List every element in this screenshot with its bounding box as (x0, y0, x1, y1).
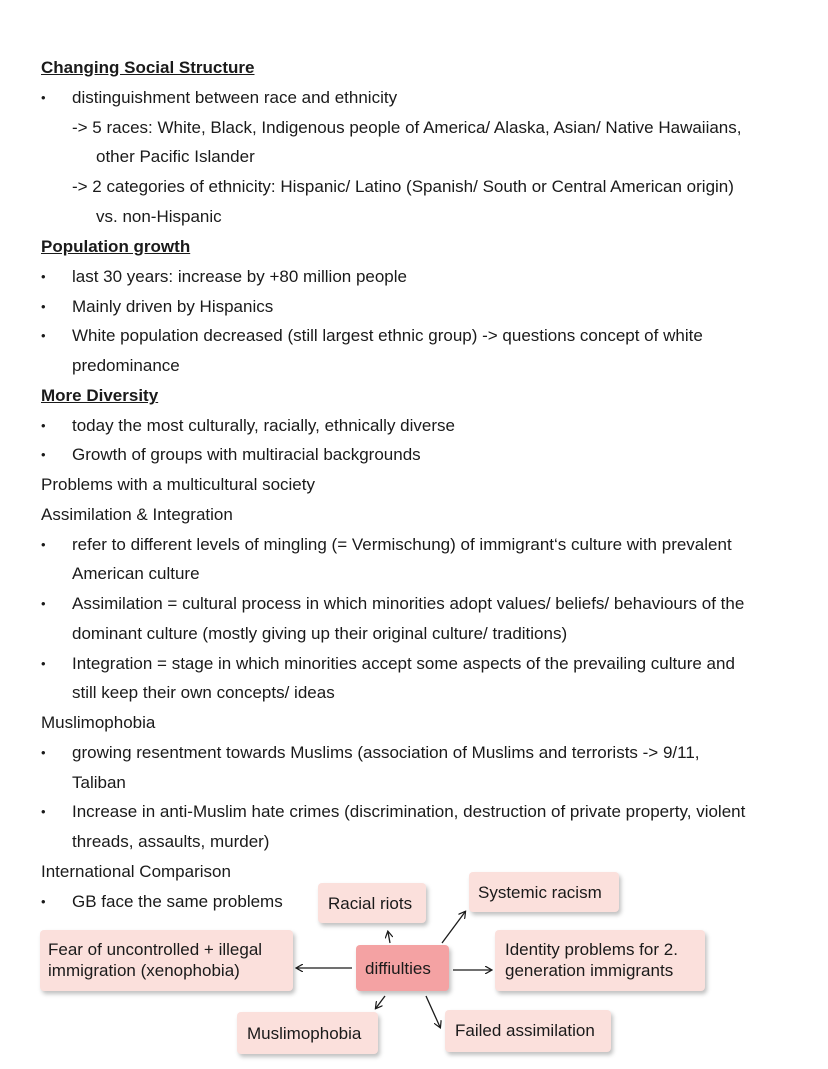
bullet: • (41, 596, 46, 611)
systemic-racism-box (469, 872, 619, 912)
list-item: American culture (72, 564, 200, 583)
heading-social-structure: Changing Social Structure (41, 58, 255, 77)
bullet: • (41, 745, 46, 760)
bullet: • (41, 269, 46, 284)
bullet: • (41, 447, 46, 462)
heading-population-growth: Population growth (41, 237, 191, 256)
list-item: last 30 years: increase by +80 million people (72, 267, 407, 286)
failed-assimilation-label: Failed assimilation (455, 1021, 595, 1040)
list-item: other Pacific Islander (96, 147, 255, 166)
arrow-to-muslimophobia (376, 996, 385, 1008)
list-item: GB face the same problems (72, 892, 283, 911)
identity-label-line2: generation immigrants (505, 961, 674, 980)
difficulties-center-box (356, 945, 449, 991)
fear-label-line2: immigration (xenophobia) (48, 961, 240, 980)
list-item: Integration = stage in which minorities accept some aspects of the prevailing culture and (72, 654, 735, 673)
identity-box (495, 930, 705, 991)
list-item: dominant culture (mostly giving up their original culture/ traditions) (72, 624, 568, 643)
list-item: Assimilation = cultural process in which minorities adopt values/ beliefs/ behaviours of the (72, 594, 745, 613)
list-item: predominance (72, 356, 180, 375)
bullet: • (41, 299, 46, 314)
bullet: • (41, 894, 46, 909)
muslimophobia-title: Muslimophobia (41, 713, 156, 732)
problems-title: Problems with a multicultural society (41, 475, 315, 494)
comparison-title: International Comparison (41, 862, 231, 881)
list-item: threads, assaults, murder) (72, 832, 270, 851)
muslimophobia-label: Muslimophobia (247, 1024, 362, 1043)
bullet: • (41, 656, 46, 671)
bullet: • (41, 537, 46, 552)
bullet: • (41, 90, 46, 105)
list-item: Growth of groups with multiracial backgrounds (72, 445, 421, 464)
list-item: refer to different levels of mingling (= Vermischung) of immigrant‘s culture with prevalent (72, 535, 732, 554)
list-item: -> 5 races: White, Black, Indigenous people of America/ Alaska, Asian/ Native Hawaiians, (72, 118, 742, 137)
difficulties-label: diffiulties (365, 959, 431, 978)
list-item: Taliban (72, 773, 126, 792)
arrow-to-failed-assimilation (426, 996, 440, 1027)
arrow-to-racial-riots (388, 932, 390, 943)
assimilation-title: Assimilation & Integration (41, 505, 233, 524)
fear-box (40, 930, 293, 991)
heading-more-diversity: More Diversity (41, 386, 159, 405)
list-item: -> 2 categories of ethnicity: Hispanic/ Latino (Spanish/ South or Central American origin) (72, 177, 734, 196)
fear-label-line1: Fear of uncontrolled + illegal (48, 940, 263, 959)
arrow-to-systemic-racism (442, 912, 465, 943)
list-item: Increase in anti-Muslim hate crimes (discrimination, destruction of private property, violent (72, 802, 746, 821)
list-item: still keep their own concepts/ ideas (72, 683, 335, 702)
racial-riots-label: Racial riots (328, 894, 413, 913)
list-item: White population decreased (still largest ethnic group) -> questions concept of white (72, 326, 703, 345)
bullet: • (41, 328, 46, 343)
bullet: • (41, 804, 46, 819)
bullet: • (41, 418, 46, 433)
muslimophobia-box (237, 1012, 378, 1054)
list-item: today the most culturally, racially, ethnically diverse (72, 416, 455, 435)
list-item: distinguishment between race and ethnicity (72, 88, 398, 107)
racial-riots-box (318, 883, 426, 923)
identity-label-line1: Identity problems for 2. (505, 940, 678, 959)
list-item: vs. non-Hispanic (96, 207, 222, 226)
failed-assimilation-box (445, 1010, 611, 1052)
systemic-racism-label: Systemic racism (478, 883, 602, 902)
list-item: growing resentment towards Muslims (association of Muslims and terrorists -> 9/11, (72, 743, 700, 762)
list-item: Mainly driven by Hispanics (72, 297, 274, 316)
